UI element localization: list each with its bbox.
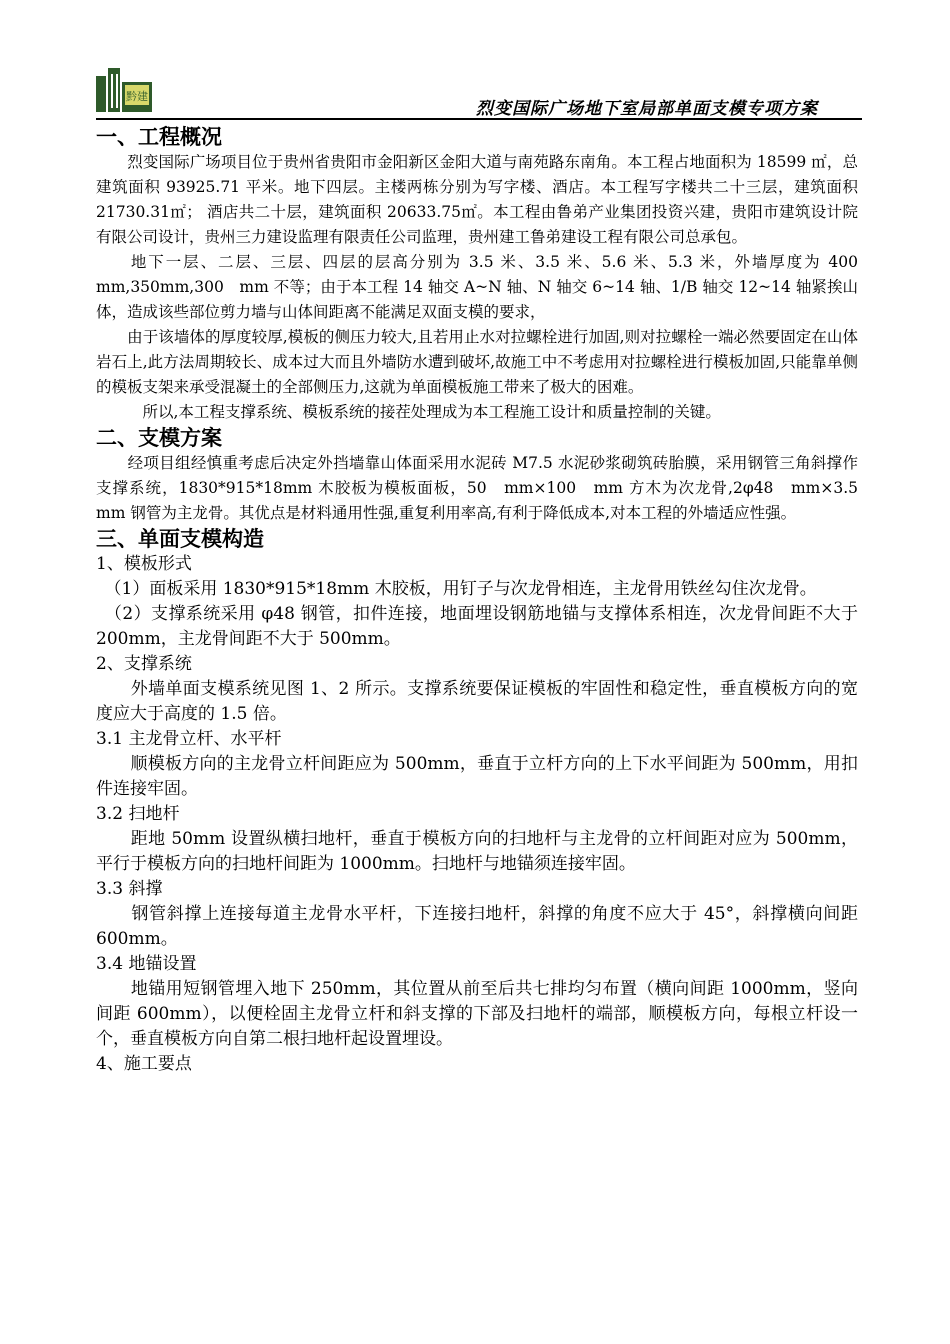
section-1-paragraph-3: 由于该墙体的厚度较厚,模板的侧压力较大,且若用止水对拉螺栓进行加固,则对拉螺栓一端必然要固定在山体岩石上,此方法周期较长、成本过大而且外墙防水遭到破坏,故施工中不考虑用对拉螺栓进行模板加固,只能靠单侧的模板支架来承受混凝土的全部侧压力,这就为单面模板施工带来了极大的困难。 bbox=[96, 328, 858, 396]
subsection-3-4-paragraph: 地锚用短钢管埋入地下 250mm，其位置从前至后共七排均匀布置（横向间距 1000mm，竖向间距 600mm），以便栓固主龙骨立杆和斜支撑的下部及扫地杆的端部，顺模板方向，每根立杆设一个，垂直模板方向自第二根扫地杆起设置埋设。 bbox=[96, 979, 858, 1049]
section-3-heading: 三、单面支模构造 bbox=[96, 527, 264, 551]
subsection-3-2-paragraph: 距地 50mm 设置纵横扫地杆，垂直于模板方向的扫地杆与主龙骨的立杆间距对应为 500mm，平行于模板方向的扫地杆间距为 1000mm。扫地杆与地锚须连接牢固。 bbox=[96, 829, 858, 874]
subsection-3-2-heading: 3.2 扫地杆 bbox=[96, 804, 180, 824]
section-1-paragraph-4: 所以,本工程支撑系统、模板系统的接茬处理成为本工程施工设计和质量控制的关键。 bbox=[96, 403, 721, 421]
building-logo-icon bbox=[96, 66, 154, 112]
subsection-3-1-heading: 3.1 主龙骨立杆、水平杆 bbox=[96, 729, 282, 749]
document-header-title: 烈变国际广场地下室局部单面支模专项方案 bbox=[476, 99, 818, 119]
logo-text: 黔建 bbox=[126, 90, 148, 103]
subsection-2-heading: 2、支撑系统 bbox=[96, 654, 192, 674]
section-1-paragraph-2: 地下一层、二层、三层、四层的层高分别为 3.5 米、3.5 米、5.6 米、5.3 米，外墙厚度为 400 mm,350mm,300 mm 不等；由于本工程 14 轴交 A~N 轴、N 轴交 6~14 轴、1/B 轴交 12~14 轴紧挨山体，造成该些部位剪力墙与山体间距离不能满足双面支模的要求， bbox=[96, 253, 874, 321]
subsection-1-paragraph-1: （1）面板采用 1830*915*18mm 木胶板，用钉子与次龙骨相连，主龙骨用铁丝勾住次龙骨。 bbox=[96, 579, 817, 599]
subsection-1-paragraph-2: （2）支撑系统采用 φ48 钢管，扣件连接，地面埋设钢筋地锚与支撑体系相连，次龙骨间距不大于 200mm，主龙骨间距不大于 500mm。 bbox=[96, 604, 858, 649]
subsection-3-4-heading: 3.4 地锚设置 bbox=[96, 954, 197, 974]
company-logo bbox=[96, 66, 154, 112]
subsection-3-1-paragraph: 顺模板方向的主龙骨立杆间距应为 500mm，垂直于立杆方向的上下水平间距为 500mm，用扣件连接牢固。 bbox=[96, 754, 858, 799]
section-1-paragraph-1: 烈变国际广场项目位于贵州省贵阳市金阳新区金阳大道与南苑路东南角。本工程占地面积为 18599 ㎡，总建筑面积 93925.71 平米。地下四层。主楼两栋分别为写字楼、酒店。本工程写字楼共二十三层，建筑面积 21730.31㎡； 酒店共二十层，建筑面积 20633.75㎡。本工程由鲁弟产业集团投资兴建，贵阳市建筑设计院有限公司设计，贵州三力建设监理有限责任公司监理，贵州建工鲁弟建设工程有限公司总承包。 bbox=[96, 153, 858, 246]
header-divider bbox=[96, 118, 862, 120]
section-2-paragraph-1: 经项目组经慎重考虑后决定外挡墙靠山体面采用水泥砖 M7.5 水泥砂浆砌筑砖胎膜，采用钢管三角斜撑作支撑系统，1830*915*18mm 木胶板为模板面板，50 mm×100 mm 方木为次龙骨,2φ48 mm×3.5 mm 钢管为主龙骨。其优点是材料通用性强,重复利用率高,有利于降低成本,对本工程的外墙适应性强。 bbox=[96, 454, 874, 522]
subsection-1-heading: 1、模板形式 bbox=[96, 554, 192, 574]
section-1-heading: 一、工程概况 bbox=[96, 125, 222, 149]
section-2-heading: 二、支模方案 bbox=[96, 426, 222, 450]
subsection-4-heading: 4、施工要点 bbox=[96, 1054, 192, 1074]
subsection-2-paragraph: 外墙单面支模系统见图 1、2 所示。支撑系统要保证模板的牢固性和稳定性，垂直模板方向的宽度应大于高度的 1.5 倍。 bbox=[96, 679, 858, 724]
subsection-3-3-heading: 3.3 斜撑 bbox=[96, 879, 163, 899]
subsection-3-3-paragraph: 钢管斜撑上连接每道主龙骨水平杆，下连接扫地杆，斜撑的角度不应大于 45°，斜撑横向间距 600mm。 bbox=[96, 904, 858, 949]
document-body bbox=[96, 124, 874, 1077]
